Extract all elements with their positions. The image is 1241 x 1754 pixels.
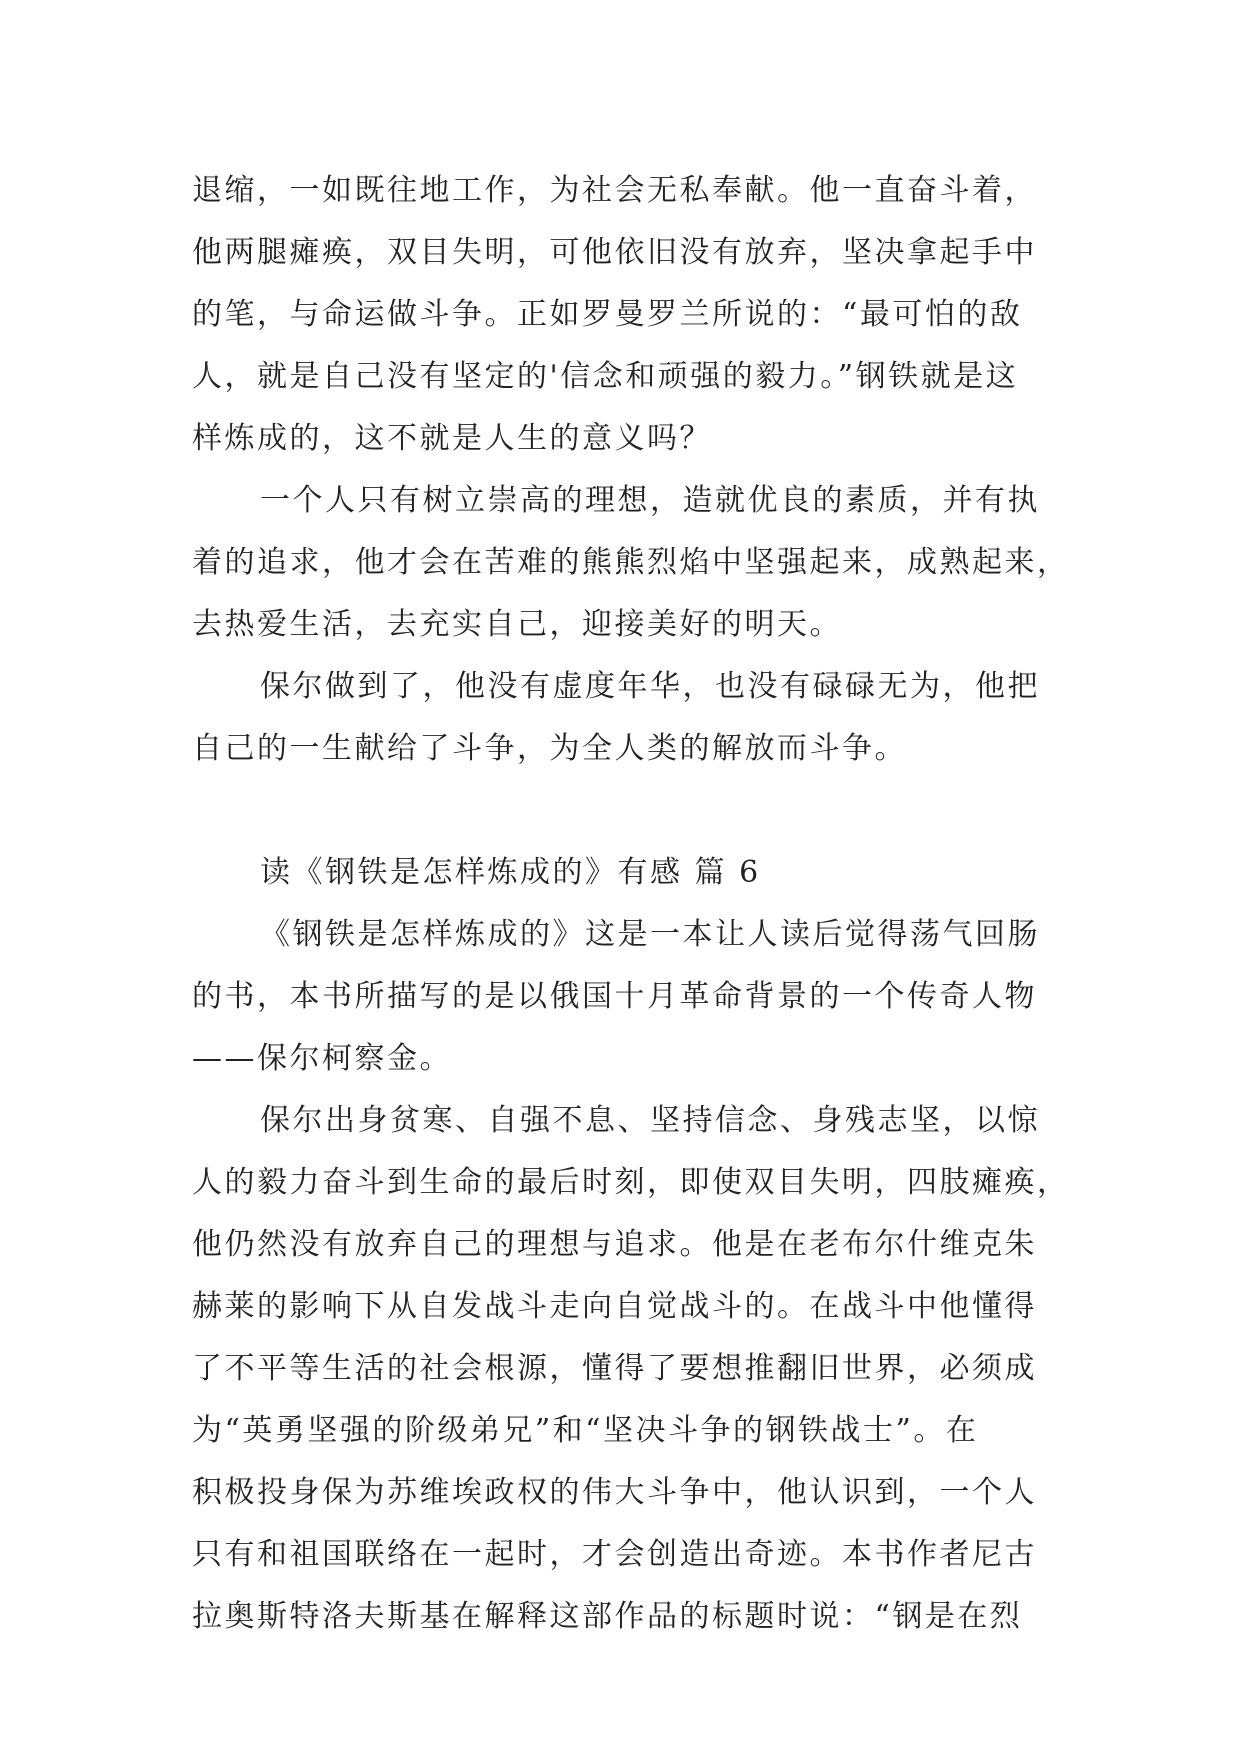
text-line: 人，就是自己没有坚定的'信念和顽强的毅力。”钢铁就是这 [192, 359, 1019, 394]
text-line: 拉奥斯特洛夫斯基在解释这部作品的标题时说：“钢是在烈 [192, 1599, 1023, 1634]
paragraph-start-line: 《钢铁是怎样炼成的》这是一本让人读后觉得荡气回肠 [260, 917, 1040, 952]
text-line: 积极投身保为苏维埃政权的伟大斗争中，他认识到，一个人 [192, 1475, 1037, 1510]
paragraph-start-line: 保尔出身贫寒、自强不息、坚持信念、身残志坚，以惊 [260, 1103, 1040, 1138]
text-line: 他两腿瘫痪，双目失明，可他依旧没有放弃，坚决拿起手中 [192, 235, 1037, 270]
text-line: 着的追求，他才会在苦难的熊熊烈焰中坚强起来，成熟起来， [192, 545, 1070, 580]
text-line: 样炼成的，这不就是人生的意义吗？ [192, 421, 712, 456]
text-line: 为“英勇坚强的阶级弟兄”和“坚决斗争的钢铁战士”。在 [192, 1413, 979, 1448]
text-line: 的笔，与命运做斗争。正如罗曼罗兰所说的：“最可怕的敌 [192, 297, 1023, 332]
text-line: ——保尔柯察金。 [192, 1041, 452, 1076]
section-gap [192, 780, 1072, 842]
document-body [192, 160, 1072, 1648]
text-line: 他仍然没有放弃自己的理想与追求。他是在老布尔什维克朱 [192, 1227, 1037, 1262]
text-line: 去热爱生活，去充实自己，迎接美好的明天。 [192, 607, 842, 642]
text-line: 了不平等生活的社会根源，懂得了要想推翻旧世界，必须成 [192, 1351, 1037, 1386]
paragraph-start-line: 一个人只有树立崇高的理想，造就优良的素质，并有执 [260, 483, 1040, 518]
text-line: 的书，本书所描写的是以俄国十月革命背景的一个传奇人物 [192, 979, 1037, 1014]
text-line: 只有和祖国联络在一起时，才会创造出奇迹。本书作者尼古 [192, 1537, 1037, 1572]
text-line: 退缩，一如既往地工作，为社会无私奉献。他一直奋斗着， [192, 173, 1037, 208]
text-line: 自己的一生献给了斗争，为全人类的解放而斗争。 [192, 731, 907, 766]
section-heading: 读《钢铁是怎样炼成的》有感 篇 6 [260, 855, 761, 890]
text-line: 人的毅力奋斗到生命的最后时刻，即使双目失明，四肢瘫痪， [192, 1165, 1070, 1200]
paragraph-start-line: 保尔做到了，他没有虚度年华，也没有碌碌无为，他把 [260, 669, 1040, 704]
text-line: 赫莱的影响下从自发战斗走向自觉战斗的。在战斗中他懂得 [192, 1289, 1037, 1324]
